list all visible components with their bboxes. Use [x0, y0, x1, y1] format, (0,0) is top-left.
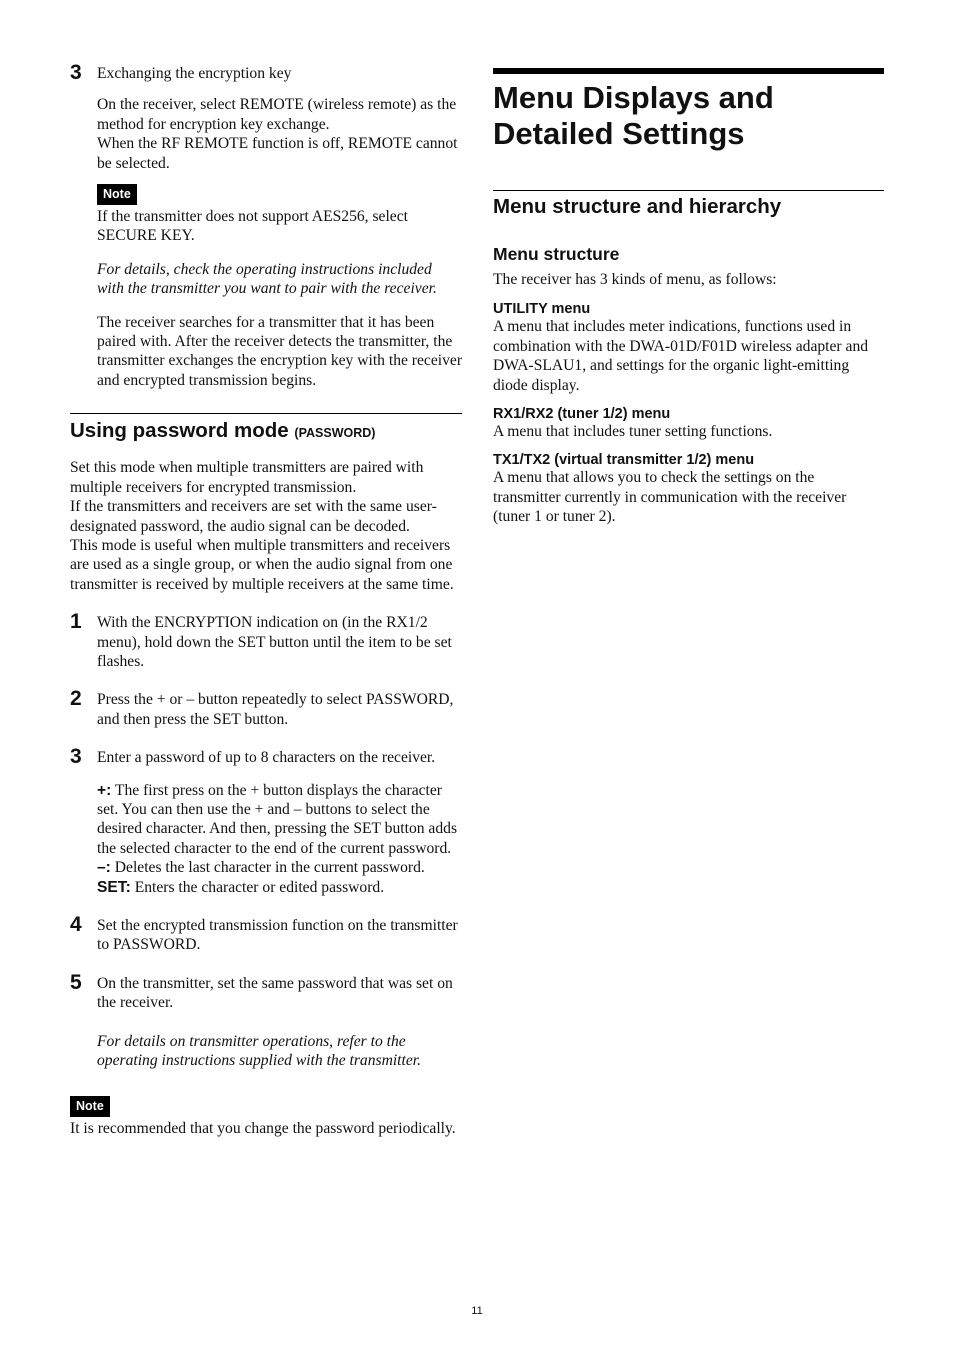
heading-suffix: (PASSWORD): [294, 426, 376, 441]
step-body: The receiver searches for a transmitter that it has been paired with. After the receiver detects the transmitter, the transmitter exchanges the encryption key with the receiver and encrypted transmission begins.: [97, 313, 463, 389]
intro-text: This mode is useful when multiple transmitters and receivers are used as a single group, or when the audio signal from one transmitter is received by multiple receivers at the same time.: [70, 536, 454, 593]
intro-text: If the transmitters and receivers are set with the same user-designated password, the audio signal can be decoded.: [70, 498, 437, 535]
note-badge: Note: [70, 1096, 110, 1117]
step-text: Enter a password of up to 8 characters on the receiver.: [97, 749, 436, 767]
step-number: 3: [70, 745, 82, 769]
menu-name-tx: TX1/TX2 (virtual transmitter 1/2) menu: [493, 452, 755, 469]
menu-description: A menu that includes tuner setting functions.: [493, 423, 773, 441]
section-heading-password: Using password mode (PASSWORD): [70, 413, 462, 443]
step-4: [70, 913, 462, 955]
menu-name-rx: RX1/RX2 (tuner 1/2) menu: [493, 406, 671, 423]
key-description-set: SET: Enters the character or edited password.: [97, 878, 385, 896]
step-text: On the transmitter, set the same password that was set on the receiver.: [97, 974, 453, 1012]
reference-text: For details, check the operating instructions included with the transmitter you want to pair with the receiver.: [97, 260, 437, 298]
intro-text: The receiver has 3 kinds of menu, as follows:: [493, 271, 777, 288]
step-text: With the ENCRYPTION indication on (in the RX1/2 menu), hold down the SET button until the item to be set flashes.: [97, 614, 452, 670]
section-heading-menu-structure: Menu structure and hierarchy: [493, 190, 884, 219]
step-1: [70, 610, 462, 671]
note-text: It is recommended that you change the password periodically.: [70, 1120, 456, 1138]
step-body: On the receiver, select REMOTE (wireless remote) as the method for encryption key exchange.: [97, 96, 457, 133]
note-badge: Note: [97, 184, 137, 205]
intro-text: Set this mode when multiple transmitters are paired with multiple receivers for encrypted transmission.: [70, 459, 424, 496]
step-3: [70, 745, 462, 897]
reference-text: For details on transmitter operations, refer to the operating instructions supplied with the transmitter.: [97, 1032, 422, 1070]
step-number: 1: [70, 610, 82, 634]
menu-description: A menu that allows you to check the settings on the transmitter currently in communication with the receiver (tuner 1 or tuner 2).: [493, 469, 847, 526]
step-text: Set the encrypted transmission function on the transmitter to PASSWORD.: [97, 917, 458, 954]
step-text: Press the + or – button repeatedly to select PASSWORD, and then press the SET button.: [97, 691, 454, 728]
page-number: 11: [471, 1305, 483, 1317]
subheading-menu-structure: Menu structure: [493, 244, 620, 264]
right-column: [493, 68, 884, 527]
note-text: If the transmitter does not support AES256, select SECURE KEY.: [97, 208, 408, 245]
key-description-plus: +: The first press on the + button displays the character set. You can then use the + and – buttons to select the desired character. And then, pressing the SET button adds the selected character to the end of the current password.: [97, 781, 458, 857]
chapter-title: Menu Displays and Detailed Settings: [493, 68, 884, 152]
step-2: [70, 687, 462, 729]
step-5: [70, 970, 462, 1071]
step-body: When the RF REMOTE function is off, REMOTE cannot be selected.: [97, 135, 458, 172]
step-number: 2: [70, 687, 82, 711]
step-3-encryption-key: [70, 61, 463, 390]
menu-name-utility: UTILITY menu: [493, 301, 591, 318]
step-number: 4: [70, 913, 82, 936]
step-number: 3: [70, 61, 82, 84]
key-description-minus: –: Deletes the last character in the current password.: [97, 859, 425, 877]
step-title: Exchanging the encryption key: [97, 65, 292, 82]
left-column: [70, 58, 462, 1139]
step-number: 5: [70, 970, 82, 994]
menu-description: A menu that includes meter indications, functions used in combination with the DWA-01D/F01D wireless adapter and DWA-SLAU1, and settings for the organic light-emitting diode display.: [493, 318, 869, 394]
